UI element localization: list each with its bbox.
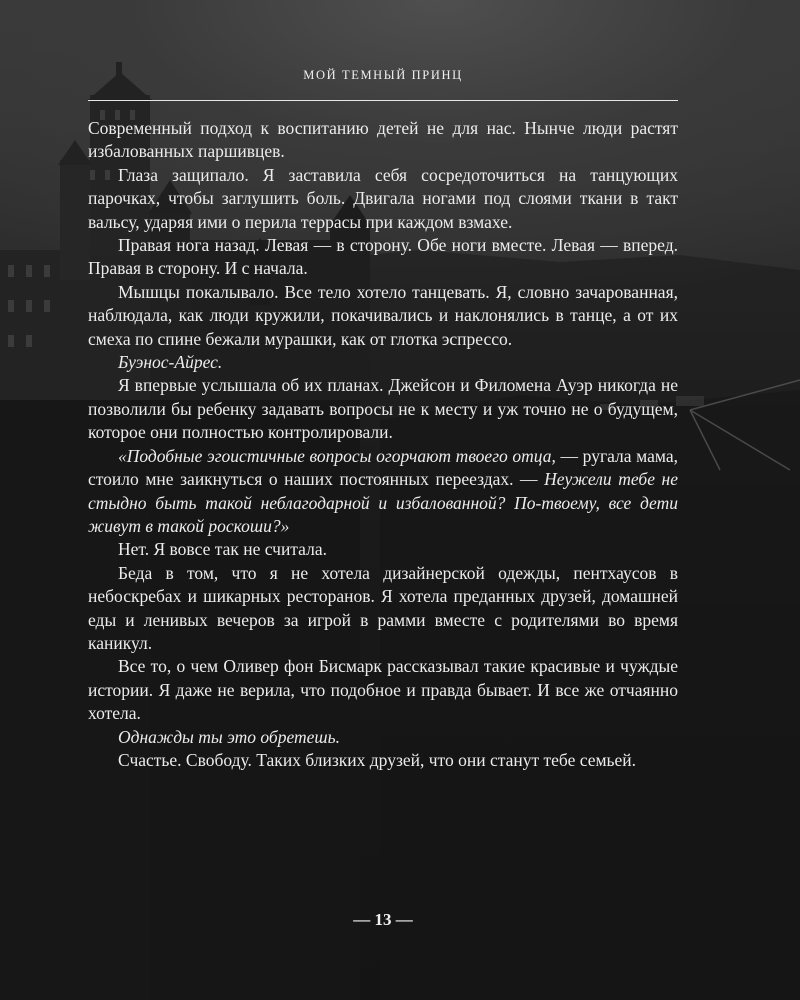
paragraph-1: Современный подход к воспитанию детей не для нас. Нынче люди растят избалованных паршивцев. [88,118,678,162]
paragraph-4: Мышцы покалывало. Все тело хотело танцевать. Я, словно зачарованная, наблюдала, как люди кружили, покачивались и наклонялись в танце, а от их смеха по спине бежали мурашки, как от глотка эспрессо. [88,281,678,349]
mother-quote-part-1: «Подобные эгоистичные вопросы огорчают твоего отца, [118,445,556,466]
paragraph-2: Глаза защипало. Я заставила себя сосредоточиться на танцующих парочках, чтобы заглушить боль. Двигала ногами под слоями ткани в такт вальсу, ударяя ими о перила террасы при каждом взмахе. [88,164,678,232]
narration-between-quotes: — ругала мама, стоило мне заикнуться о наших постоянных переездах. — [88,445,679,490]
paragraph-6: Я впервые услышала об их планах. Джейсон и Филомена Ауэр никогда не позволили бы ребенку задавать вопросы не к месту и уж точно не о будущем, которое они полностью контролировали. [88,375,678,443]
paragraph-9: Беда в том, что я не хотела дизайнерской одежды, пентхаусов в небоскребах и шикарных ресторанов. Я хотела преданных друзей, домашней еды и ленивых вечеров за игрой в рамми вместе с родителями во время каникул. [88,562,678,653]
paragraph-10: Все то, о чем Оливер фон Бисмарк рассказывал такие красивые и чуждые истории. Я даже не верила, что подобное и правда бывает. И все же отчаянно хотела. [88,656,678,724]
running-head: МОЙ ТЕМНЫЙ ПРИНЦ [303,68,463,82]
paragraph-11: Однажды ты это обретешь. [118,726,340,747]
paragraph-12: Счастье. Свободу. Таких близких друзей, что они станут тебе семьей. [118,749,637,770]
paragraph-3: Правая нога назад. Левая — в сторону. Обе ноги вместе. Левая — вперед. Правая в сторону. И с начала. [88,235,678,279]
paragraph-5: Буэнос-Айрес. [118,352,223,373]
paragraph-7 [88,445,678,539]
paragraph-8: Нет. Я вовсе так не считала. [118,539,327,560]
mother-quote-part-2: Неужели тебе не стыдно быть такой неблагодарной и избалованной? По-твоему, все дети живут в такой роскоши?» [88,469,678,536]
header-rule [88,100,678,101]
body-text [88,117,678,772]
page-number: — 13 — [353,910,413,929]
